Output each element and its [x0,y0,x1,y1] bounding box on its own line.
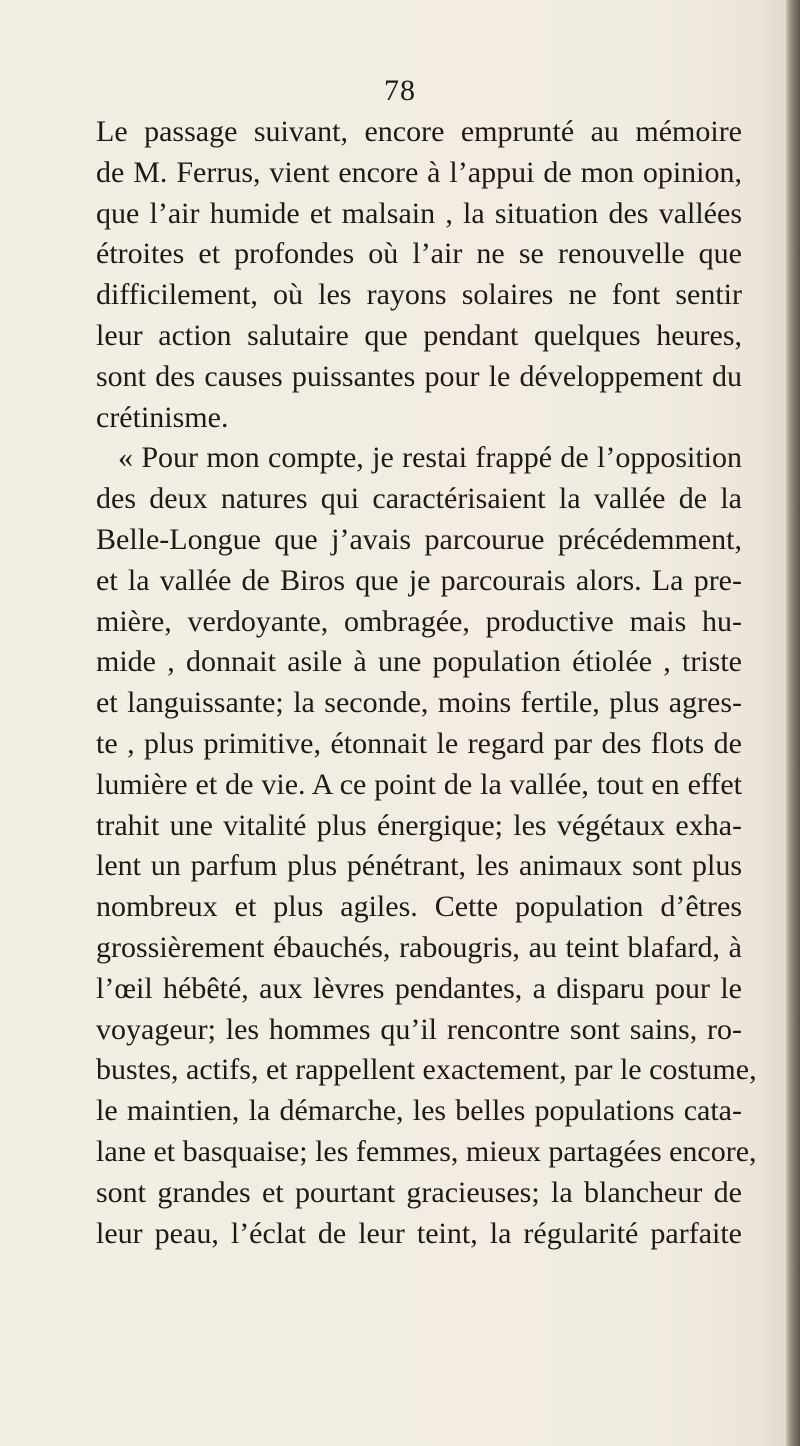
page-number: 78 [384,74,416,107]
text-line: sont des causes puissantes pour le développement du [96,359,742,393]
text-line: leur action salutaire que pendant quelques heures, [96,318,742,352]
text-line: lane et basquaise; les femmes, mieux partagées encore, [96,1134,757,1168]
text-line: étroites et profondes où l’air ne se renouvelle que [96,237,742,271]
text-line: de M. Ferrus, vient encore à l’appui de mon opinion, [96,155,742,189]
text-line: te , plus primitive, étonnait le regard par des flots de [96,726,742,760]
text-line: lent un parfum plus pénétrant, les animaux sont plus [96,849,742,883]
text-line: mière, verdoyante, ombragée, productive mais hu- [96,604,742,638]
text-line: et languissante; la seconde, moins fertile, plus agres- [96,686,742,720]
text-line: Belle-Longue que j’avais parcourue précédemment, [96,522,742,556]
text-line: le maintien, la démarche, les belles populations cata- [96,1094,742,1128]
text-line: « Pour mon compte, je restai frappé de l’opposition [118,441,742,475]
text-line: des deux natures qui caractérisaient la vallée de la [96,482,742,516]
text-line: Le passage suivant, encore emprunté au mémoire [96,115,742,148]
text-line: mide , donnait asile à une population étiolée , triste [96,645,742,679]
page-edge-shadow [786,0,800,1446]
text-line: nombreux et plus agiles. Cette population d’êtres [96,890,742,924]
text-line: l’œil hébêté, aux lèvres pendantes, a disparu pour le [96,971,742,1005]
body-text [96,112,757,1254]
text-line: leur peau, l’éclat de leur teint, la régularité parfaite [96,1216,742,1250]
text-line: bustes, actifs, et rappellent exactement, par le costume, [96,1053,757,1087]
text-line: et la vallée de Biros que je parcourais alors. La pre- [96,563,742,597]
text-line: que l’air humide et malsain , la situation des vallées [96,196,742,230]
text-line: difficilement, où les rayons solaires ne font sentir [96,278,742,312]
text-line: crétinisme. [96,400,229,434]
text-line: grossièrement ébauchés, rabougris, au teint blafard, à [96,930,742,964]
text-line: trahit une vitalité plus énergique; les végétaux exha- [96,808,742,842]
text-line: sont grandes et pourtant gracieuses; la blancheur de [96,1175,742,1209]
text-line: lumière et de vie. A ce point de la vallée, tout en effet [96,767,742,801]
text-line: voyageur; les hommes qu’il rencontre sont sains, ro- [96,1012,742,1046]
